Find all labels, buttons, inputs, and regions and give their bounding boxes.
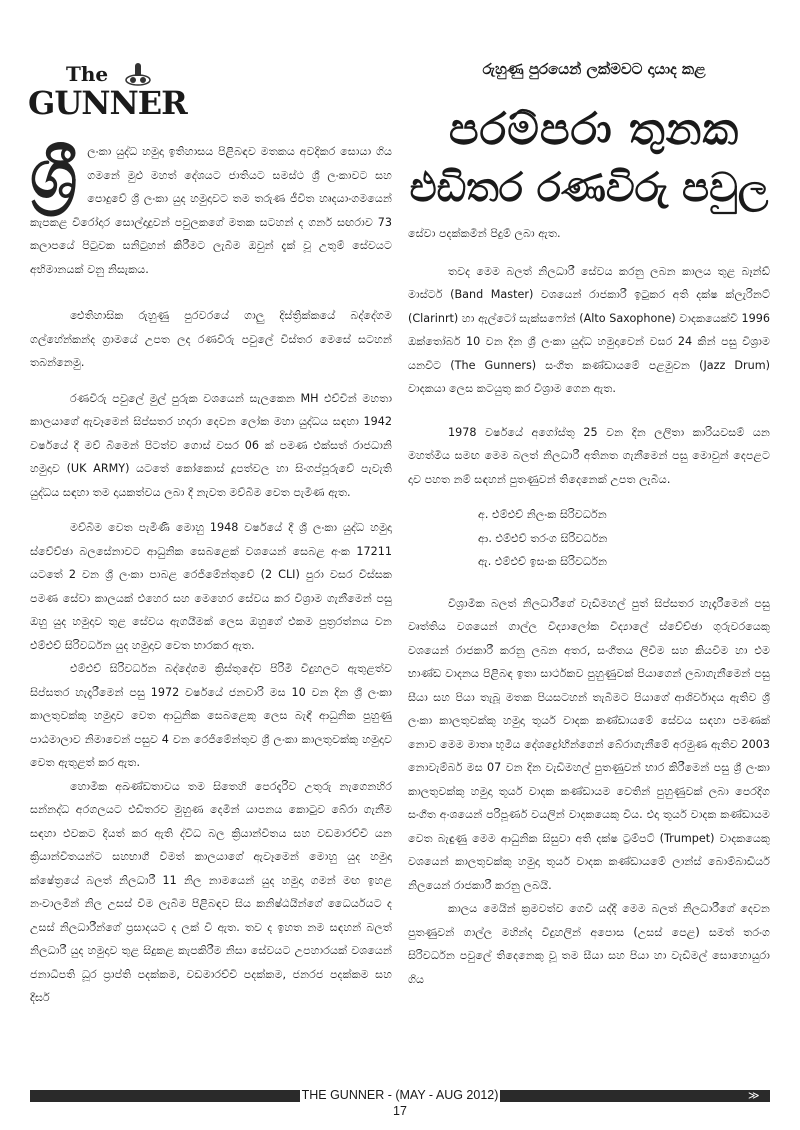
footer-title: THE GUNNER - (MAY - AUG 2012) <box>300 1085 500 1105</box>
left-column <box>30 135 392 1010</box>
dropcap: ශ්‍රී <box>30 135 78 213</box>
page-number: 17 <box>393 1104 407 1118</box>
paragraph: විශ්‍රාමික බලත් නිලධාරීගේ වැඩිමහල් පුත් සිප්සතර හැදෑරීමෙන් පසු වෘත්තිය වශයෙන් ගාල්ල විද්‍යාලෝක විද්‍යාලේ ස්වේච්ඡා ගුරුවරයෙකු වශයෙන් රාජකාරී කරනු ලබන අතර, සංගීතය ලිවීම සහ කියවීම හා එම භාණ්ඩ වාදනය පිළිබඳ ඉතා සාර්ථකව පුහුණුවක් පියාගෙන් ලබාගැනීමෙන් පසු සීයා සහ පියා තැබූ මතක පියසටහන් තැබීමට පියාගේ ආශිර්වාදය ඇතිව ශ්‍රී ලංකා කාලතුවක්කු හමුදා තූර්ය වාදක කණ්ඩායමේ සේවය සඳහා පමණක් නොව මෙම මාතෘ භූමිය දේශද්‍රෝහීන්ගෙන් බේරාගැනීමේ අරමුණ ඇතිව 2003 නොවැම්බර් මස 07 වන දින වැඩිමහල් පුතණුවන් භාර කිරීමෙන් පසු ශ්‍රී ලංකා කාලතුවක්කු හමුදා තූර්ය වාදක කණ්ඩායම වෙතින් පුහුණුවක් ලබා පෙරදිග සංගීත අංශයෙන් පරිපූර්ණ වයලින් වාදකයෙකු විය. එදා තූර්ය වාදක කණ්ඩායම වෙත බැඳුණු මෙම ආධුනික සිසුවා අති දක්ෂ ට්‍රම්පට් (Trumpet) වාදකයෙකු වශයෙන් කාලතුවක්කු හමුදා තූර්ය වාදක කණ්ඩායමේ ලාන්ස් බොම්බාඩියර් නිලයෙන් රාජකාරී කරනු ලබයි. <box>408 596 770 892</box>
paragraph: රණවිරු පවුලේ මුල් පුරුක වශයෙන් සැලකෙන MH එච්චින් මහතා කාලයාගේ ඇවෑමෙන් සිප්සතර හදාරා දෙවන ලෝක මහා යුද්ධය සඳහා 1942 වර්ෂයේ දී මව් බිමෙන් පිටත්ව ගොස් වසර 06 ක් පමණ එක්සත් රාජධානි හමුදාව (UK ARMY) යටතේ කෝකොස් දූපත්වල හා සිංගප්පූරුවේ පැවැති යුද්ධය සඳහා තම දායකත්වය ලබා දී නැවත මව්බිම වෙත පැමිණ ඇත. <box>30 391 392 499</box>
paragraph: සේවා පදක්කමින් පිදුම් ලබා ඇත. <box>408 227 561 240</box>
masthead-gunner: GUNNER <box>28 84 187 122</box>
masthead-the: The <box>66 62 109 86</box>
paragraph: හොමික අඛණ්ඩතාවය තම සිතෙහි පෙරදැරිව උතුරු නැගෙනහිර සන්නද්ධ අරගලයට එඩිතරව මුහුණ දෙමින් යාපනය කොටුව බේරා ගැනීම සඳහා එවකට දියත් කර ඇති ද්විධ බල ක්‍රියාන්විතය සහ වඩමාරච්චි යන ක්‍රියාන්විතයන්ට සහභාගී වීමත් කාලයාගේ ඇවෑමෙන් මොහු යුද හමුදා ක්ෂේත්‍රයේ බලත් නිලධාරී 11 නිල නාමයෙන් යුද හමුදා ගමන් මඟ ඉහළ නංවාලමින් නිල උසස් වීම ලැබීම පිළිබඳව සිය කනිෂ්ඨයින්ගේ ධෛර්යයට ද උසස් නිලධාරීන්ගේ ප්‍රසාදයට ද ලක් වී ඇත. තව ද ඉහත නම සඳහන් බලත් නිලධාරී යුද හමුදාව තුළ සිදුකළ කැපකිරීම නිසා සේවයට උපහාරයක් වශයෙන් ජනාධිපති ධූර ප්‍රාප්ති පදක්කම, වඩමාරච්චි පදක්කම, ජනරජ පදක්කම සහ දීර්ඝ <box>30 779 392 1004</box>
paragraph: කාලය මෙයින් ක්‍රමවත්ව ගෙවී යද්දී මෙම බලත් නිලධාරීගේ දෙවන පුතණුවන් ගාල්ල මහින්ද විදුහලින් අපොස (උසස් පෙළ) සමත් තරංග සිරිවර්ධන පවුලේ තිදෙනෙකු වූ තම සීයා සහ පියා හා වැඩිමල් සොහොයුරා ගිය <box>408 902 770 986</box>
paragraph: ඓතිහාසික රුහුණු පුරවරයේ ගාලු දිස්ත්‍රික්කයේ බද්දේගම ගල්හේන්කන්ද ග්‍රාමයේ උපත ලද රණවිරු පවුලේ විස්තර මෙසේ සටහන් තබන්නෙමු. <box>30 309 392 369</box>
next-arrow-icon: ≫ <box>748 1089 760 1102</box>
headline-title-line1: පරම්පරා තුනක <box>448 104 740 155</box>
headline-title-line2: එඩිතර රණවිරු පවුල <box>409 165 769 211</box>
paragraph: තවද මෙම බලත් නිලධාරී සේවය කරනු ලබන කාලය තුළ බෑන්ඩ් මාස්ටර් (Band Master) වශයෙන් රාජකාරී ඉටුකර අති දක්ෂ ක්ලැරිනට් (Clarinrt) හා ඇල්ටෝ සැක්සෆෝන් (Alto Saxophone) වාදකයෙක්වී 1996 ඔක්තෝබර් 10 වන දින ශ්‍රී ලංකා යුද්ධ හමුදාවෙන් වසර 24 කින් පසු විශ්‍රාම යනවිට (The Gunners) සංගීත කණ්ඩායමේ පළමුවන (Jazz Drum) වාදකයා ලෙස කටයුතු කර විශ්‍රාම ගෙන ඇත. <box>408 264 770 395</box>
list-item: ආ. එම්එච් තරංග සිරිවර්ධන <box>478 531 608 545</box>
list-item: ඇ. එම්එච් ඉසංක සිරිවර්ධන <box>478 555 608 568</box>
paragraph: ලංකා යුද්ධ හමුදා ඉතිහාසය පිළිබඳව මතකය අවදිකර සොයා ගිය ගමනේ මුළු මහත් දේශයට ජාතියට සමස්ථ ශ්‍රී ලංකාවට සහ පොදුවේ ශ්‍රී ලංකා යුද හමුදාවට තම තරුණ ජීවිත හෘදයාංගමයෙන් කැපකළ විරෝදාර සොල්දාදුවන් පවුලකගේ මතක සටහන් ද ගනර් සඟරාව 73 කලාපයේ පිටුවක සනිටුහන් කිරීමට ලැබීම ඔවුන් දැක් වූ උතුම් සේවයට අභිමානයක් වනු නිසැකය. <box>30 145 392 276</box>
headline-kicker: රුහුණු පුරයෙන් ලක්මවට දායාද කළ <box>482 60 706 78</box>
paragraph: මව්බිම වෙත පැමිණි මොහු 1948 වර්ෂයේ දී ශ්‍රී ලංකා යුද්ධ හමුදා ස්වේච්ඡා බලසේනාවට ආධුනික සෙබළෙක් වශයෙන් සෙබළ අංක 17211 යටතේ 2 වන ශ්‍රී ලංකා පාබළ රෙජිමේන්තුවේ (2 CLI) පුරා වසර විස්සක පමණ සේවා කාලයක් එහෙර සහ මෙහෙර සේවය කර විශ්‍රාම ගැනීමෙන් පසු ඔහු යුද හමුදාව තුළ සේවය ඇගයීමක් ලෙස ඔහුගේ එකම පුත්‍රරත්නය වන එම්එච් සිරිවර්ධන යුද හමුදාව වෙත භාරකර ඇත. <box>30 521 392 652</box>
paragraph: 1978 වර්ෂයේ අගෝස්තු 25 වන දින ලලිතා කාරියවසම් යන මහත්මිය සමඟ මෙම බලත් නිලධාරී අතිනත ගැනීමෙන් පසු මොවුන් දෙපළට දාව පහත නම් සඳහන් පුතණුවන් තිදෙනෙක් උපත ලැබිය. <box>408 425 770 486</box>
children-list <box>408 503 770 574</box>
right-column <box>408 222 770 991</box>
masthead-logo <box>28 62 187 132</box>
paragraph: එම්එච් සිරිවර්ධන බද්දේගම ක්‍රිස්තුදේව පිරිමි විදුහලට ඇතුළත්ව සිප්සතර හැදෑරීමෙන් පසු 1972 වර්ෂයේ ජනවාරි මස 10 වන දින ශ්‍රී ලංකා කාලතුවක්කු හමුදාව වෙත ආධුනික සෙබළෙකු ලෙස බැඳී ආධුනික පුහුණු පාඨමාලාව නිමාවෙන් පසුව 4 වන රෙජිමේන්තුව ශ්‍රී ලංකා කාලතුවක්කු හමුදාව වෙත ඇතුළත් කර ඇත. <box>30 662 392 769</box>
list-item: අ. එම්එච් නිලංක සිරිවර්ධන <box>478 508 607 521</box>
